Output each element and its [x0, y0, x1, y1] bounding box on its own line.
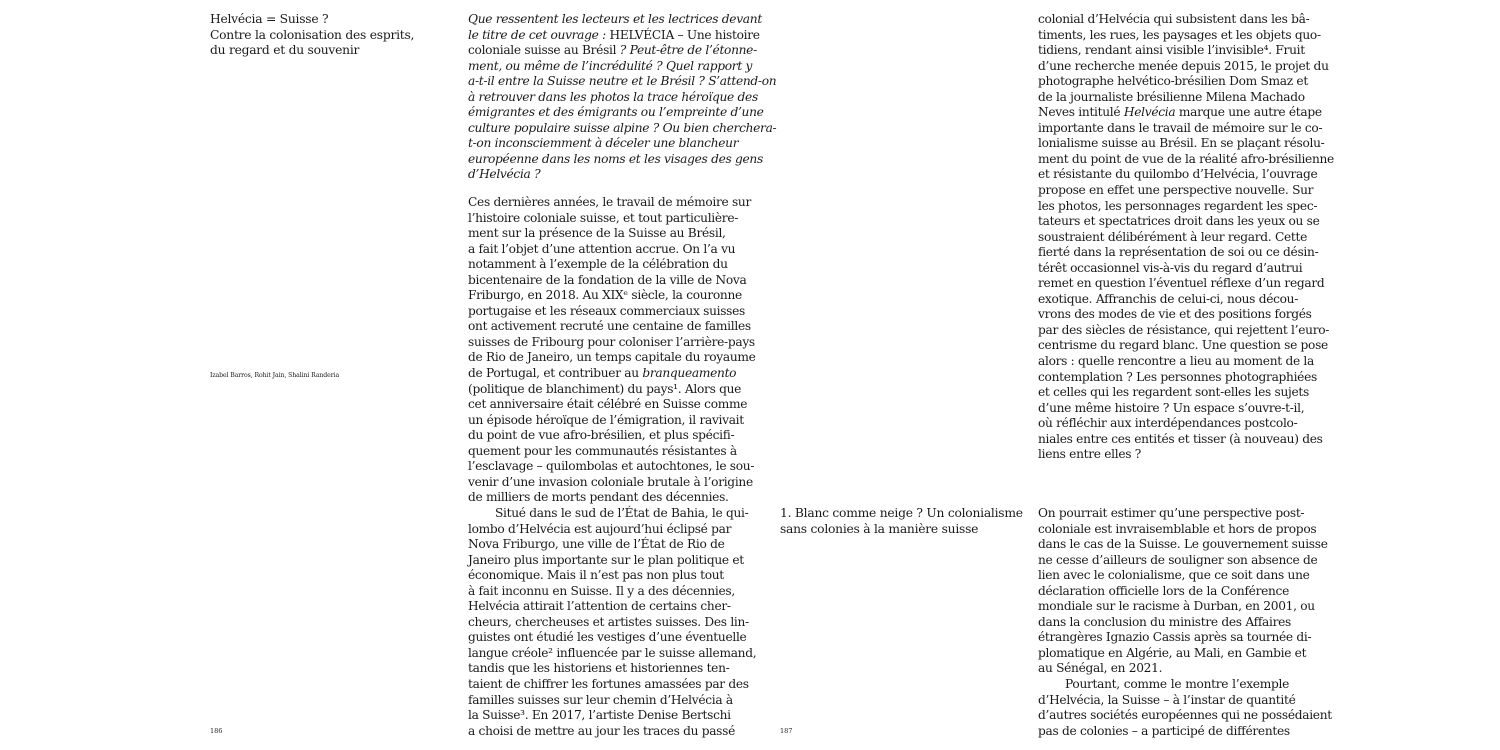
section-heading-line: 1. Blanc comme neige ? Un colonialisme	[780, 506, 1023, 520]
text-line: cet anniversaire était célébré en Suisse comme	[468, 397, 748, 412]
text-line: Nova Friburgo, une ville de l’État de Rio de	[468, 537, 725, 552]
text-line: la Suisse³. En 2017, l’artiste Denise Bertschi	[468, 708, 731, 723]
text-line: dans le cas de la Suisse. Le gouvernement suisse	[1038, 537, 1328, 552]
text-line: t-on inconsciemment à déceler une blancheur	[468, 136, 739, 151]
emphasis: branqueamento	[642, 366, 737, 381]
chapter-heading	[210, 12, 414, 59]
text-line: Situé dans le sud de l’État de Bahia, le qui-	[495, 505, 749, 520]
text-line: liens entre elles ?	[1038, 447, 1142, 462]
right-page	[750, 0, 1500, 750]
text-line: d’une même histoire ? Un espace s’ouvre-t-il,	[1038, 400, 1305, 415]
text-line: guistes ont étudié les vestiges d’une éventuelle	[468, 630, 747, 645]
roman-title: HELVÉCIA – Une histoire	[609, 27, 760, 42]
chapter-heading-line: du regard et du souvenir	[210, 43, 360, 58]
text-line: un épisode héroïque de l’émigration, il ravivait	[468, 412, 744, 427]
chapter-heading-line: Helvécia = Suisse ?	[210, 12, 329, 26]
text-line: suisses de Fribourg pour coloniser l’arrière-pays	[468, 334, 755, 349]
text-line: coloniale suisse au Brésil ? Peut-être de l’étonne-	[468, 43, 757, 58]
text-line: alors : quelle rencontre a lieu au moment de la	[1038, 354, 1314, 369]
text-line: d’Helvécia, la Suisse – à l’instar de quantité	[1038, 692, 1296, 707]
text-line: a fait l’objet d’une attention accrue. On l’a vu	[468, 241, 736, 256]
text-line: ont activement recruté une centaine de familles	[468, 319, 751, 334]
text-line: à fait inconnu en Suisse. Il y a des décennies,	[468, 583, 735, 598]
text-line: d’autres sociétés européennes qui ne possédaient	[1038, 708, 1332, 723]
text-line: d’Helvécia ?	[468, 167, 541, 182]
text-line: familles suisses sur leur chemin d’Helvécia à	[468, 692, 733, 707]
text-line: Janeiro plus importante sur le plan politique et	[468, 552, 744, 567]
text-line: a-t-il entre la Suisse neutre et le Brésil ? S’attend-on	[468, 74, 777, 89]
page-number-left: 186	[210, 727, 223, 735]
text-line: où réfléchir aux interdépendances postcolo-	[1038, 416, 1298, 431]
text-line: du point de vue afro-brésilien, et plus spécifi-	[468, 428, 735, 443]
section-heading	[780, 506, 1023, 537]
text-line: ne cesse d’ailleurs de souligner son absence de	[1038, 552, 1318, 567]
text-line: déclaration officielle lors de la Conférence	[1038, 583, 1289, 598]
text-line: venir d’une invasion coloniale brutale à l’origine	[468, 474, 753, 489]
chapter-heading-line: Contre la colonisation des esprits,	[210, 27, 415, 42]
text-line: taient de chiffrer les fortunes amassées par des	[468, 676, 749, 691]
left-body-column	[468, 12, 777, 739]
page-number-right: 187	[780, 727, 793, 735]
text-line: européenne dans les noms et les visages des gens	[468, 151, 763, 166]
text-line: langue créole² influencée par le suisse allemand,	[468, 645, 757, 660]
text-line: l’histoire coloniale suisse, et tout particulière-	[468, 210, 739, 225]
text-line: importante dans le travail de mémoire sur le co-	[1038, 120, 1323, 135]
text-line: et résistante du quilombo d’Helvécia, l’ouvrage	[1038, 167, 1318, 182]
text-line: plomatique en Algérie, au Mali, en Gambie et	[1038, 645, 1307, 660]
right-body-column-top	[1038, 12, 1334, 463]
text-line: Pourtant, comme le montre l’exemple	[1065, 677, 1289, 692]
text-line: le titre de cet ouvrage : HELVÉCIA – Une histoire	[468, 27, 760, 42]
text-line: de Rio de Janeiro, un temps capitale du royaume	[468, 350, 756, 365]
text-line: ment, ou même de l’incrédulité ? Quel rapport y	[468, 58, 753, 73]
text-line: Helvécia attirait l’attention de certains cher-	[468, 599, 731, 614]
right-body-column-bottom	[1038, 506, 1332, 739]
text-line: dans la conclusion du ministre des Affaires	[1038, 614, 1291, 629]
text-line: colonial d’Helvécia qui subsistent dans les bâ-	[1038, 12, 1310, 26]
text-line: de milliers de morts pendant des décennies.	[468, 490, 729, 505]
text-line: ment sur la présence de la Suisse au Brésil,	[468, 226, 726, 241]
text-line: par des siècles de résistance, qui rejettent l’euro-	[1038, 322, 1330, 337]
text-line: Neves intitulé Helvécia marque une autre étape	[1038, 105, 1322, 120]
text-line: lombo d’Helvécia est aujourd’hui éclipsé par	[468, 521, 732, 536]
text-line: Que ressentent les lecteurs et les lectrices devant	[468, 12, 762, 26]
authors-credit: Izabel Barros, Rohit Jain, Shalini Randeria	[210, 372, 340, 379]
text-line: émigrantes et des émigrants ou l’empreinte d’une	[468, 105, 764, 120]
text-line: mondiale sur le racisme à Durban, en 2001, ou	[1038, 599, 1315, 614]
text-line: bicentenaire de la fondation de la ville de Nova	[468, 272, 747, 287]
emphasis: Helvécia	[1123, 105, 1176, 120]
text-line: à retrouver dans les photos la trace héroïque des	[468, 89, 758, 104]
text-line: (politique de blanchiment) du pays¹. Alors que	[468, 381, 742, 396]
text-line: économique. Mais il n’est pas non plus tout	[468, 568, 724, 583]
text-line: centrisme du regard blanc. Une question se pose	[1038, 338, 1328, 353]
text-line: ment du point de vue de la réalité afro-brésilienne	[1038, 151, 1334, 166]
text-line: Ces dernières années, le travail de mémoire sur	[468, 195, 752, 210]
text-line: tandis que les historiens et historiennes ten-	[468, 661, 730, 676]
text-line: exotique. Affranchis de celui-ci, nous décou-	[1038, 291, 1299, 306]
paragraph-gap	[468, 183, 718, 195]
section-heading-line: sans colonies à la manière suisse	[780, 521, 979, 536]
text-line: et celles qui les regardent sont-elles les sujets	[1038, 385, 1309, 400]
text-line: contemplation ? Les personnes photographiées	[1038, 369, 1317, 384]
text-line: soustraient délibérément à leur regard. Cette	[1038, 229, 1307, 244]
text-line: fierté dans la représentation de soi ou ce désin-	[1038, 245, 1319, 260]
roman-title: coloniale suisse au Brésil	[468, 43, 617, 58]
text-line: photographe helvético-brésilien Dom Smaz et	[1038, 74, 1308, 89]
text-line: On pourrait estimer qu’une perspective post-	[1038, 506, 1305, 520]
text-line: culture populaire suisse alpine ? Ou bien cherchera-	[468, 120, 777, 135]
text-line: remet en question l’éventuel réflexe d’un regard	[1038, 276, 1325, 291]
text-line: de la journaliste brésilienne Milena Machado	[1038, 89, 1305, 104]
text-line: propose en effet une perspective nouvelle. Sur	[1038, 183, 1314, 198]
text-line: tidiens, rendant ainsi visible l’invisible⁴. Fruit	[1038, 43, 1305, 58]
text-line: lonialisme suisse au Brésil. En se plaçant résolu-	[1038, 136, 1325, 151]
text-line: a choisi de mettre au jour les traces du passé	[468, 723, 736, 738]
text-line: notamment à l’exemple de la célébration du	[468, 257, 728, 272]
text-line: de Portugal, et contribuer au branqueamento	[468, 366, 737, 381]
text-line: timents, les rues, les paysages et les objets quo-	[1038, 27, 1321, 42]
text-line: coloniale est invraisemblable et hors de propos	[1038, 521, 1317, 536]
text-line: les photos, les personnages regardent les spec-	[1038, 198, 1318, 213]
text-line: l’esclavage – quilombolas et autochtones, le sou-	[468, 459, 755, 474]
text-line: quement pour les communautés résistantes à	[468, 443, 737, 458]
text-line: portugaise et les réseaux commerciaux suisses	[468, 303, 745, 318]
text-line: cheurs, chercheuses et artistes suisses. Des lin-	[468, 614, 749, 629]
text-line: d’une recherche menée depuis 2015, le projet du	[1038, 58, 1329, 73]
text-line: au Sénégal, en 2021.	[1038, 661, 1163, 676]
text-line: Friburgo, en 2018. Au XIXᵉ siècle, la couronne	[468, 288, 742, 303]
text-line: tateurs et spectatrices droit dans les yeux ou se	[1038, 214, 1320, 229]
text-line: lien avec le colonialisme, que ce soit dans une	[1038, 568, 1310, 583]
text-line: pas de colonies – a participé de différentes	[1038, 723, 1290, 738]
text-line: térêt occasionnel vis-à-vis du regard d’autrui	[1038, 260, 1303, 275]
text-line: niales entre ces entités et tisser (à nouveau) des	[1038, 431, 1323, 446]
text-line: vrons des modes de vie et des positions forgés	[1038, 307, 1312, 322]
text-line: étrangères Ignazio Cassis après sa tournée di-	[1038, 630, 1312, 645]
